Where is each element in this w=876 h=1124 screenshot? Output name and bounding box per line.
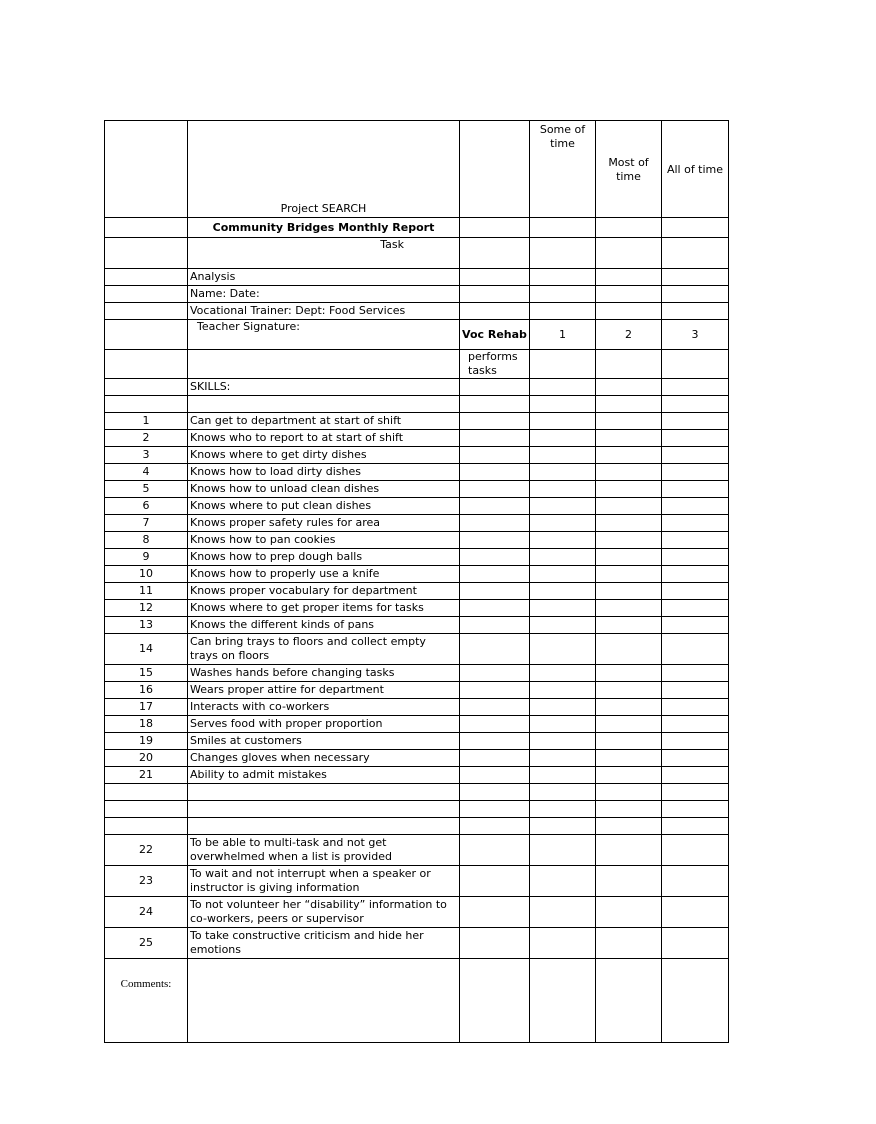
skill-text: Knows how to load dirty dishes bbox=[188, 464, 460, 481]
skill-row bbox=[105, 750, 729, 767]
rating-cell[interactable] bbox=[596, 430, 662, 447]
task-label: Task bbox=[188, 238, 460, 269]
teacher-signature-field: Teacher Signature: bbox=[188, 320, 460, 350]
rating-cell[interactable] bbox=[460, 835, 530, 866]
rating-cell[interactable] bbox=[530, 897, 596, 928]
rating-cell[interactable] bbox=[460, 866, 530, 897]
rating-cell[interactable] bbox=[662, 583, 729, 600]
rating-cell[interactable] bbox=[596, 464, 662, 481]
skill-text: Can get to department at start of shift bbox=[188, 413, 460, 430]
skill-row bbox=[105, 430, 729, 447]
rating-cell[interactable] bbox=[460, 481, 530, 498]
header-row bbox=[105, 121, 729, 218]
scale-value-3: 3 bbox=[662, 320, 729, 350]
rating-cell[interactable] bbox=[662, 566, 729, 583]
rating-cell[interactable] bbox=[460, 634, 530, 665]
scale-most-of-time: Most of time bbox=[596, 121, 662, 218]
rating-cell[interactable] bbox=[662, 617, 729, 634]
rating-cell[interactable] bbox=[460, 928, 530, 959]
blank-row bbox=[105, 801, 729, 818]
rating-cell[interactable] bbox=[596, 682, 662, 699]
rating-cell[interactable] bbox=[596, 750, 662, 767]
skill-number: 21 bbox=[105, 767, 188, 784]
rating-cell[interactable] bbox=[530, 600, 596, 617]
skill-row bbox=[105, 498, 729, 515]
skill-row bbox=[105, 532, 729, 549]
skill-text: To not volunteer her “disability” information to co-workers, peers or supervisor bbox=[188, 897, 460, 928]
rating-cell[interactable] bbox=[460, 750, 530, 767]
rating-cell[interactable] bbox=[460, 430, 530, 447]
report-title: Community Bridges Monthly Report bbox=[188, 218, 460, 238]
skill-row bbox=[105, 866, 729, 897]
skill-text: To be able to multi-task and not get overwhelmed when a list is provided bbox=[188, 835, 460, 866]
skill-number: 1 bbox=[105, 413, 188, 430]
skill-text: Knows how to properly use a knife bbox=[188, 566, 460, 583]
skill-text: Knows who to report to at start of shift bbox=[188, 430, 460, 447]
rating-cell[interactable] bbox=[596, 549, 662, 566]
rating-cell[interactable] bbox=[662, 447, 729, 464]
rating-cell[interactable] bbox=[596, 634, 662, 665]
rating-cell[interactable] bbox=[530, 464, 596, 481]
rating-cell[interactable] bbox=[530, 430, 596, 447]
rating-cell[interactable] bbox=[662, 430, 729, 447]
project-label: Project SEARCH bbox=[188, 121, 460, 218]
skill-number: 3 bbox=[105, 447, 188, 464]
skill-row bbox=[105, 413, 729, 430]
skill-text: Wears proper attire for department bbox=[188, 682, 460, 699]
skill-number: 18 bbox=[105, 716, 188, 733]
skill-number: 20 bbox=[105, 750, 188, 767]
rating-cell[interactable] bbox=[596, 498, 662, 515]
rating-cell[interactable] bbox=[460, 600, 530, 617]
skill-number: 5 bbox=[105, 481, 188, 498]
skill-number: 11 bbox=[105, 583, 188, 600]
skill-number: 8 bbox=[105, 532, 188, 549]
comments-row bbox=[105, 959, 729, 1043]
rating-cell[interactable] bbox=[530, 866, 596, 897]
rating-cell[interactable] bbox=[662, 733, 729, 750]
skill-row bbox=[105, 682, 729, 699]
rating-cell[interactable] bbox=[662, 716, 729, 733]
skill-text: Smiles at customers bbox=[188, 733, 460, 750]
skill-number: 22 bbox=[105, 835, 188, 866]
rating-cell[interactable] bbox=[662, 682, 729, 699]
skill-number: 6 bbox=[105, 498, 188, 515]
comments-cell[interactable] bbox=[188, 959, 460, 1043]
rating-cell[interactable] bbox=[530, 481, 596, 498]
skill-row bbox=[105, 733, 729, 750]
rating-cell[interactable] bbox=[662, 498, 729, 515]
rating-cell[interactable] bbox=[596, 481, 662, 498]
skill-number: 19 bbox=[105, 733, 188, 750]
scale-all-of-time: All of time bbox=[662, 121, 729, 218]
rating-cell[interactable] bbox=[596, 897, 662, 928]
skill-row bbox=[105, 665, 729, 682]
rating-cell[interactable] bbox=[530, 617, 596, 634]
rating-cell[interactable] bbox=[530, 532, 596, 549]
rating-cell[interactable] bbox=[460, 549, 530, 566]
skill-row bbox=[105, 897, 729, 928]
rating-cell[interactable] bbox=[460, 682, 530, 699]
skill-number: 13 bbox=[105, 617, 188, 634]
rating-cell[interactable] bbox=[530, 665, 596, 682]
rating-cell[interactable] bbox=[662, 835, 729, 866]
monthly-report-table bbox=[104, 120, 729, 1043]
skill-number: 4 bbox=[105, 464, 188, 481]
skill-text: Knows where to put clean dishes bbox=[188, 498, 460, 515]
rating-cell[interactable] bbox=[662, 481, 729, 498]
skill-text: Knows the different kinds of pans bbox=[188, 617, 460, 634]
rating-cell[interactable] bbox=[530, 634, 596, 665]
skill-number: 16 bbox=[105, 682, 188, 699]
skill-number: 17 bbox=[105, 699, 188, 716]
skill-row bbox=[105, 617, 729, 634]
skill-row bbox=[105, 928, 729, 959]
rating-cell[interactable] bbox=[530, 413, 596, 430]
rating-cell[interactable] bbox=[596, 665, 662, 682]
rating-cell[interactable] bbox=[530, 699, 596, 716]
rating-cell[interactable] bbox=[596, 767, 662, 784]
comments-cell[interactable] bbox=[662, 959, 729, 1043]
rating-cell[interactable] bbox=[460, 699, 530, 716]
skill-text: Knows how to prep dough balls bbox=[188, 549, 460, 566]
rating-cell[interactable] bbox=[662, 464, 729, 481]
rating-cell[interactable] bbox=[460, 464, 530, 481]
skill-row bbox=[105, 716, 729, 733]
skill-row bbox=[105, 634, 729, 665]
rating-cell[interactable] bbox=[460, 515, 530, 532]
skill-number: 24 bbox=[105, 897, 188, 928]
skill-number: 14 bbox=[105, 634, 188, 665]
analysis-label: Analysis bbox=[188, 269, 460, 286]
skill-text: Knows how to pan cookies bbox=[188, 532, 460, 549]
blank-row bbox=[105, 784, 729, 801]
blank-row bbox=[105, 818, 729, 835]
rating-cell[interactable] bbox=[460, 897, 530, 928]
skill-row bbox=[105, 549, 729, 566]
rating-cell[interactable] bbox=[460, 716, 530, 733]
rating-cell[interactable] bbox=[460, 498, 530, 515]
rating-cell[interactable] bbox=[662, 515, 729, 532]
rating-cell[interactable] bbox=[596, 515, 662, 532]
rating-cell[interactable] bbox=[530, 928, 596, 959]
rating-cell[interactable] bbox=[460, 413, 530, 430]
rating-cell[interactable] bbox=[530, 447, 596, 464]
skill-text: Serves food with proper proportion bbox=[188, 716, 460, 733]
rating-cell[interactable] bbox=[460, 583, 530, 600]
rating-cell[interactable] bbox=[460, 532, 530, 549]
rating-cell[interactable] bbox=[662, 928, 729, 959]
comments-cell[interactable] bbox=[530, 959, 596, 1043]
skill-row bbox=[105, 447, 729, 464]
performs-tasks-label: performs tasks bbox=[460, 350, 530, 379]
rating-cell[interactable] bbox=[530, 733, 596, 750]
comments-cell[interactable] bbox=[596, 959, 662, 1043]
rating-cell[interactable] bbox=[530, 750, 596, 767]
skill-number: 2 bbox=[105, 430, 188, 447]
skill-row bbox=[105, 566, 729, 583]
rating-cell[interactable] bbox=[596, 733, 662, 750]
skill-row bbox=[105, 515, 729, 532]
skill-text: Can bring trays to floors and collect empty trays on floors bbox=[188, 634, 460, 665]
rating-cell[interactable] bbox=[530, 682, 596, 699]
rating-cell[interactable] bbox=[662, 634, 729, 665]
skill-row bbox=[105, 583, 729, 600]
rating-cell[interactable] bbox=[596, 835, 662, 866]
scale-value-1: 1 bbox=[530, 320, 596, 350]
rating-cell[interactable] bbox=[596, 866, 662, 897]
skill-text: To wait and not interrupt when a speaker or instructor is giving information bbox=[188, 866, 460, 897]
rating-cell[interactable] bbox=[596, 583, 662, 600]
skill-text: Changes gloves when necessary bbox=[188, 750, 460, 767]
rating-cell[interactable] bbox=[662, 767, 729, 784]
rating-cell[interactable] bbox=[596, 699, 662, 716]
rating-cell[interactable] bbox=[530, 549, 596, 566]
rating-cell[interactable] bbox=[530, 767, 596, 784]
rating-cell[interactable] bbox=[460, 566, 530, 583]
rating-cell[interactable] bbox=[662, 413, 729, 430]
rating-cell[interactable] bbox=[596, 716, 662, 733]
rating-cell[interactable] bbox=[530, 583, 596, 600]
skill-text: Ability to admit mistakes bbox=[188, 767, 460, 784]
comments-cell[interactable] bbox=[460, 959, 530, 1043]
skill-row bbox=[105, 699, 729, 716]
skill-number: 7 bbox=[105, 515, 188, 532]
rating-cell[interactable] bbox=[596, 600, 662, 617]
skill-row bbox=[105, 464, 729, 481]
skill-number: 23 bbox=[105, 866, 188, 897]
rating-cell[interactable] bbox=[662, 532, 729, 549]
rating-cell[interactable] bbox=[530, 515, 596, 532]
name-date-field: Name: Date: bbox=[188, 286, 460, 303]
skill-row bbox=[105, 767, 729, 784]
skill-text: Washes hands before changing tasks bbox=[188, 665, 460, 682]
skill-text: Knows proper vocabulary for department bbox=[188, 583, 460, 600]
voc-rehab-label: Voc Rehab bbox=[460, 320, 530, 350]
rating-cell[interactable] bbox=[662, 866, 729, 897]
rating-cell[interactable] bbox=[662, 665, 729, 682]
skills-heading: SKILLS: bbox=[188, 379, 460, 396]
rating-cell[interactable] bbox=[662, 549, 729, 566]
skill-number: 12 bbox=[105, 600, 188, 617]
rating-cell[interactable] bbox=[596, 566, 662, 583]
rating-cell[interactable] bbox=[662, 699, 729, 716]
rating-cell[interactable] bbox=[596, 447, 662, 464]
skill-number: 10 bbox=[105, 566, 188, 583]
skill-text: Interacts with co-workers bbox=[188, 699, 460, 716]
skill-row bbox=[105, 481, 729, 498]
skill-text: To take constructive criticism and hide her emotions bbox=[188, 928, 460, 959]
rating-cell[interactable] bbox=[662, 600, 729, 617]
skill-number: 25 bbox=[105, 928, 188, 959]
skill-text: Knows where to get dirty dishes bbox=[188, 447, 460, 464]
rating-cell[interactable] bbox=[662, 897, 729, 928]
rating-cell[interactable] bbox=[530, 835, 596, 866]
skill-row bbox=[105, 835, 729, 866]
rating-cell[interactable] bbox=[662, 750, 729, 767]
scale-some-of-time: Some of time bbox=[530, 121, 596, 218]
rating-cell[interactable] bbox=[530, 716, 596, 733]
comments-label: Comments: bbox=[105, 959, 188, 1043]
rating-cell[interactable] bbox=[460, 767, 530, 784]
skill-number: 9 bbox=[105, 549, 188, 566]
rating-cell[interactable] bbox=[460, 665, 530, 682]
rating-cell[interactable] bbox=[530, 566, 596, 583]
rating-cell[interactable] bbox=[596, 928, 662, 959]
rating-cell[interactable] bbox=[460, 617, 530, 634]
trainer-field: Vocational Trainer: Dept: Food Services bbox=[188, 303, 460, 320]
skill-row bbox=[105, 600, 729, 617]
rating-cell[interactable] bbox=[530, 498, 596, 515]
scale-value-2: 2 bbox=[596, 320, 662, 350]
skill-text: Knows where to get proper items for tasks bbox=[188, 600, 460, 617]
rating-cell[interactable] bbox=[596, 413, 662, 430]
rating-cell[interactable] bbox=[460, 447, 530, 464]
rating-cell[interactable] bbox=[596, 532, 662, 549]
skill-text: Knows how to unload clean dishes bbox=[188, 481, 460, 498]
rating-cell[interactable] bbox=[460, 733, 530, 750]
skill-number: 15 bbox=[105, 665, 188, 682]
rating-cell[interactable] bbox=[596, 617, 662, 634]
skill-text: Knows proper safety rules for area bbox=[188, 515, 460, 532]
